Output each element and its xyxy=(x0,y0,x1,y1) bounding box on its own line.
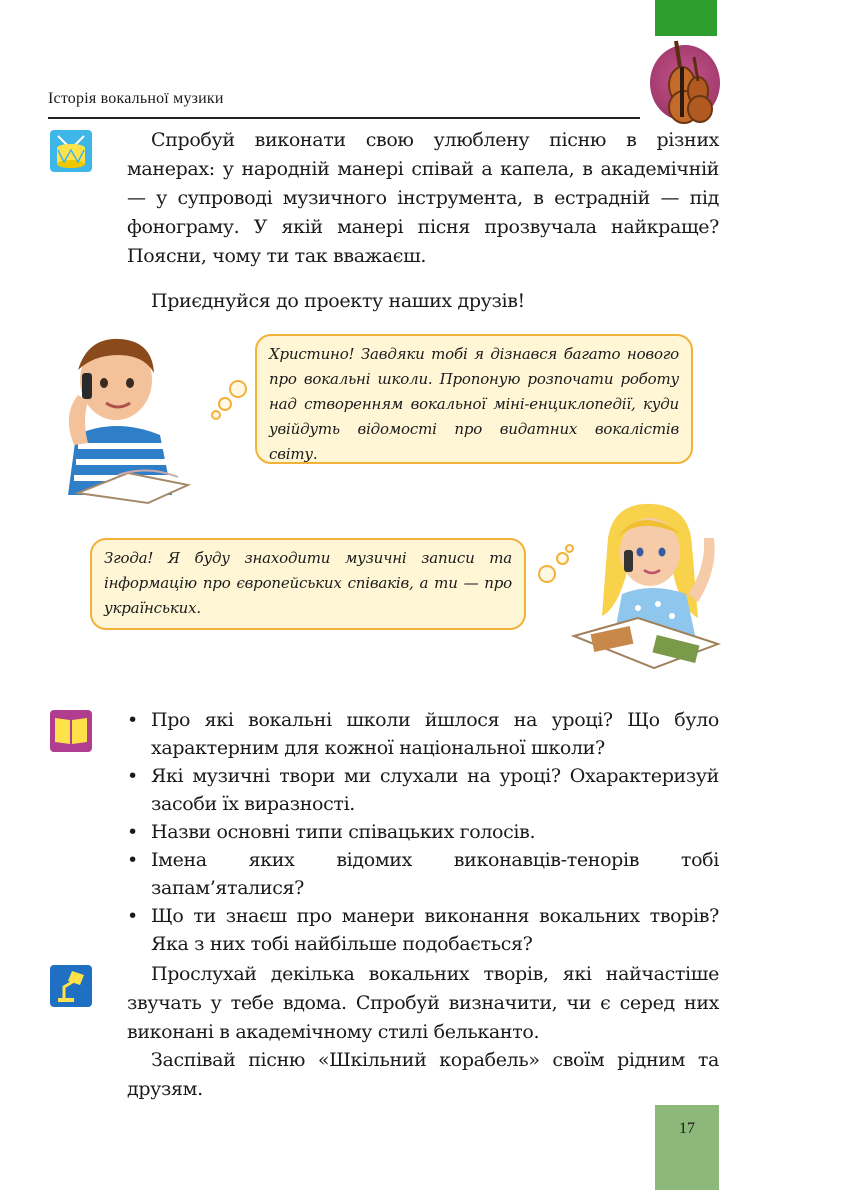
header-rule xyxy=(48,117,640,119)
book-icon xyxy=(50,710,92,752)
bubble-dot xyxy=(538,565,556,583)
homework-text-1: Прослухай декілька вокальних творів, які найчастіше звучать у тебе вдома. Спробуй визначити, чи є серед них виконані в академічному стилі бельканто. xyxy=(127,963,719,1043)
bubble-dot xyxy=(229,380,247,398)
violin-decor xyxy=(650,45,720,121)
project-intro xyxy=(127,287,719,316)
task-paragraph xyxy=(127,126,719,271)
book-graphic xyxy=(50,710,92,752)
project-intro-text: Приєднуйся до проекту наших друзів! xyxy=(151,290,525,312)
homework-paragraph-1 xyxy=(127,960,719,1047)
boy-speech-text: Христино! Завдяки тобі я дізнався багато нового про вокальні школи. Пропоную розпочати роботу над створенням вокальної міні-енциклопедії, куди увійдуть відомості про видатних вокалістів світу. xyxy=(269,345,679,463)
lamp-icon xyxy=(50,965,92,1007)
page-number: 17 xyxy=(679,1120,695,1137)
page-number-tab xyxy=(655,1105,719,1190)
question-item: • Що ти знаєш про манери виконання вокальних творів? Яка з них тобі найбільше подобається? xyxy=(127,902,719,958)
top-color-tab xyxy=(655,0,717,36)
drum-icon xyxy=(50,130,92,172)
girl-speech-text: Згода! Я буду знаходити музичні записи та інформацію про європейських співаків, а ти — про українських. xyxy=(104,549,512,617)
bubble-dot xyxy=(211,410,221,420)
question-item: • Назви основні типи співацьких голосів. xyxy=(127,818,719,846)
lamp-graphic xyxy=(50,965,92,1007)
review-questions-list xyxy=(127,706,719,958)
homework-text-2: Заспівай пісню «Шкільний корабель» своїм рідним та друзям. xyxy=(127,1049,719,1100)
violin-icon xyxy=(646,37,726,129)
homework-paragraph-2 xyxy=(127,1046,719,1104)
boy-speech-bubble xyxy=(255,334,693,464)
drum-graphic xyxy=(50,130,92,172)
boy-reading-phone-illustration xyxy=(48,325,198,505)
question-item: • Імена яких відомих виконавців-тенорів тобі запам’яталися? xyxy=(127,846,719,902)
running-title: Історія вокальної музики xyxy=(48,90,224,107)
task-text: Спробуй виконати свою улюблену пісню в різних манерах: у народній манері співай а капела, в академічній — у супроводі музичного інструмента, в естрадній — під фонограму. У якій манері пісня прозвучала найкраще? Поясни, чому ти так вважаєш. xyxy=(127,129,719,267)
question-item: • Про які вокальні школи йшлося на уроці? Що було характерним для кожної національної школи? xyxy=(127,706,719,762)
question-item: • Які музичні твори ми слухали на уроці? Охарактеризуй засоби їх виразності. xyxy=(127,762,719,818)
girl-speech-bubble xyxy=(90,538,526,630)
bubble-dot xyxy=(218,397,232,411)
girl-phone-illustration xyxy=(568,498,723,678)
